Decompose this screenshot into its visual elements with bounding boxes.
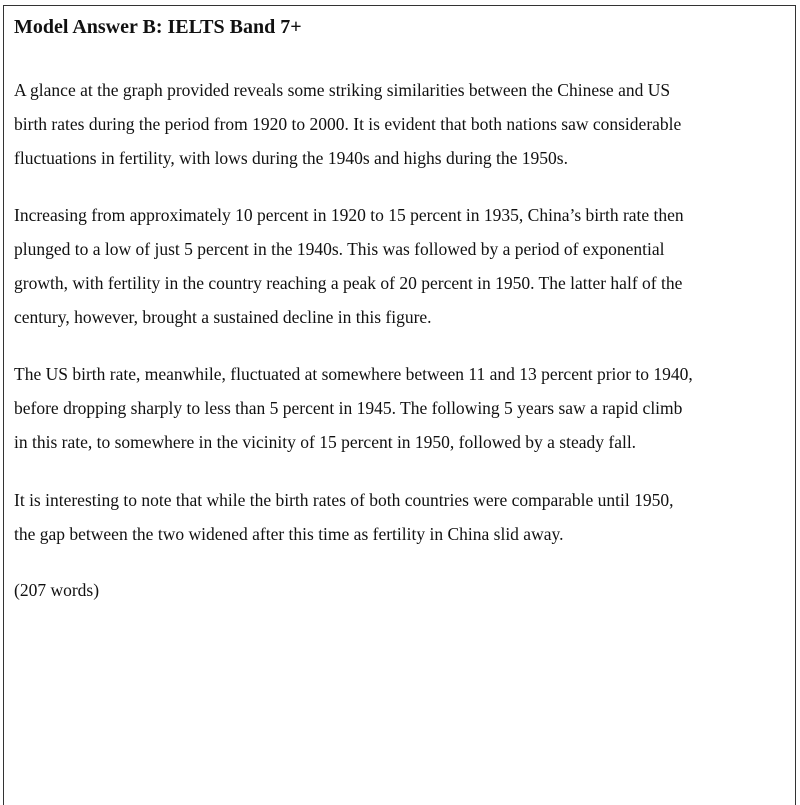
paragraph-line: fluctuations in fertility, with lows during the 1940s and highs during the 1950s. xyxy=(14,148,568,168)
paragraph-line: the gap between the two widened after this time as fertility in China slid away. xyxy=(14,524,564,544)
word-count: (207 words) xyxy=(14,580,100,600)
paragraph-line: It is interesting to note that while the birth rates of both countries were comparable until 1950, xyxy=(14,490,674,510)
paragraph-line: in this rate, to somewhere in the vicinity of 15 percent in 1950, followed by a steady fall. xyxy=(14,432,637,452)
answer-box xyxy=(3,5,796,805)
paragraph-line: plunged to a low of just 5 percent in the 1940s. This was followed by a period of exponential xyxy=(14,239,665,259)
paragraph-line: birth rates during the period from 1920 to 2000. It is evident that both nations saw considerable xyxy=(14,114,682,134)
paragraph-us xyxy=(14,357,789,459)
paragraph-china xyxy=(14,198,789,334)
paragraph-line: The US birth rate, meanwhile, fluctuated at somewhere between 11 and 13 percent prior to 1940, xyxy=(14,364,693,384)
paragraph-introduction xyxy=(14,73,789,175)
paragraph-line: before dropping sharply to less than 5 percent in 1945. The following 5 years saw a rapid climb xyxy=(14,398,683,418)
paragraph-line: growth, with fertility in the country reaching a peak of 20 percent in 1950. The latter half of the xyxy=(14,273,683,293)
paragraph-line: Increasing from approximately 10 percent in 1920 to 15 percent in 1935, China’s birth rate then xyxy=(14,205,684,225)
document-title: Model Answer B: IELTS Band 7+ xyxy=(14,16,302,38)
paragraph-line: A glance at the graph provided reveals some striking similarities between the Chinese and US xyxy=(14,80,671,100)
paragraph-conclusion xyxy=(14,483,789,551)
paragraph-line: century, however, brought a sustained decline in this figure. xyxy=(14,307,432,327)
